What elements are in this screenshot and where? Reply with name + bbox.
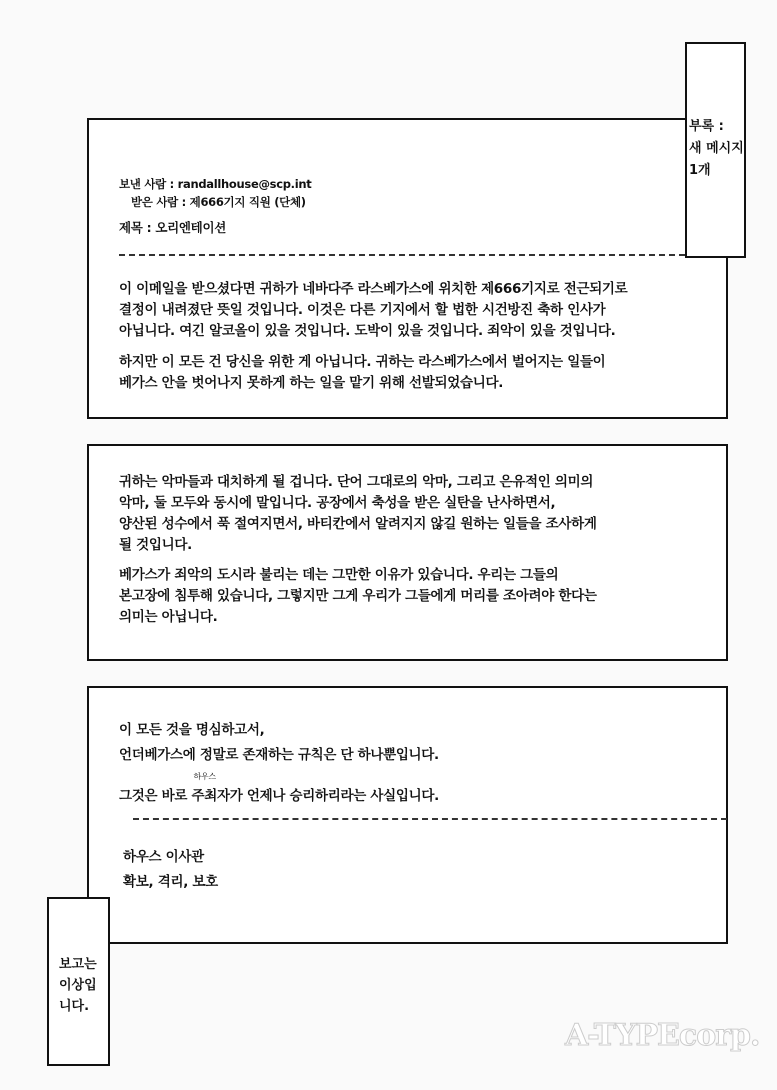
text-line: 결정이 내려졌단 뜻일 것입니다. 이것은 다른 기지에서 할 법한 시건방진 축하 인사가 [119, 302, 606, 318]
text-segment: 가 언제나 승리하리라는 사실입니다. [229, 788, 439, 804]
text-line: 니다. [59, 999, 90, 1014]
end-note [59, 954, 97, 1017]
final-sentence [119, 772, 439, 804]
text-line: 아닙니다. 여긴 알코올이 있을 것입니다. 도박이 있을 것입니다. 죄악이 있을 것입니다. [119, 323, 616, 339]
text-line: 보고는 [59, 957, 97, 972]
text-line: 확보, 격리, 보호 [123, 874, 218, 890]
text-line: 의미는 아닙니다. [119, 609, 218, 625]
email-to: 받은 사람 : 제666기지 직원 (단체) [131, 195, 306, 209]
text-line: 하지만 이 모든 건 당신을 위한 게 아닙니다. 귀하는 라스베가스에서 벌어지는 일들이 [119, 354, 606, 370]
text-line: 양산된 성수에서 푹 절여지면서, 바티칸에서 알려지지 않길 원하는 일들을 조사하게 [119, 516, 597, 532]
text-line: 귀하는 악마들과 대치하게 될 겁니다. 단어 그대로의 악마, 그리고 은유적인 의미의 [119, 474, 594, 490]
text-line: 언더베가스에 정말로 존재하는 규칙은 단 하나뿐입니다. [119, 747, 439, 763]
text-line: 하우스 이사관 [123, 849, 204, 865]
text-line: 될 것입니다. [119, 537, 192, 553]
ruby-annotation: 하우스 [193, 772, 216, 781]
email-from: 보낸 사람 : randallhouse@scp.int [119, 177, 312, 191]
text-line: 새 메시지 [689, 141, 744, 156]
text-line: 부록 : [689, 119, 724, 134]
text-line: 이 이메일을 받으셨다면 귀하가 네바다주 라스베가스에 위치한 제666기지로 전근되기로 [119, 281, 628, 297]
paragraph-4 [119, 565, 597, 628]
email-subject: 제목 : 오리엔테이션 [119, 220, 227, 235]
side-note [689, 116, 744, 182]
text-line: 이상입 [59, 978, 97, 993]
paragraph-5 [119, 718, 439, 768]
divider [133, 818, 727, 820]
ruby-base: 주최자 [191, 788, 230, 804]
ruby-word [191, 772, 230, 804]
paragraph-3 [119, 472, 597, 556]
text-line: 악마, 둘 모두와 동시에 말입니다. 공장에서 축성을 받은 실탄을 난사하면서, [119, 495, 556, 511]
text-line: 베가스가 죄악의 도시라 불리는 데는 그만한 이유가 있습니다. 우리는 그들의 [119, 567, 559, 583]
text-line: 본고장에 침투해 있습니다, 그렇지만 그게 우리가 그들에게 머리를 조아려야 한다는 [119, 588, 597, 604]
divider [119, 254, 685, 256]
text-segment: 그것은 바로 [119, 788, 192, 804]
text-line: 1개 [689, 163, 711, 178]
text-line: 베가스 안을 벗어나지 못하게 하는 일을 맡기 위해 선발되었습니다. [119, 375, 504, 391]
paragraph-1 [119, 279, 627, 342]
text-line: 이 모든 것을 명심하고서, [119, 722, 265, 738]
watermark: A-TYPEcorp. [565, 1018, 760, 1053]
signature [123, 845, 218, 895]
paragraph-2 [119, 352, 605, 394]
